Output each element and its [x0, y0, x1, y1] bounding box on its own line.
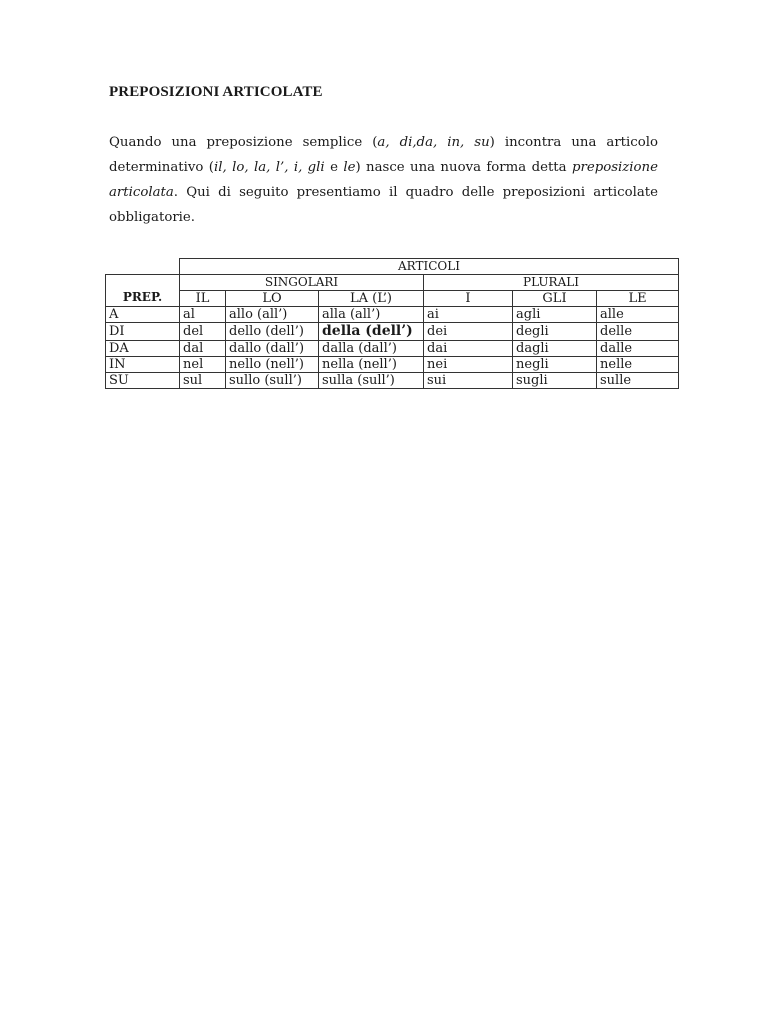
table-cell: nel [180, 357, 226, 373]
table-cell: agli [513, 307, 597, 323]
prep-cell: DI [106, 323, 180, 341]
plurali-header: PLURALI [424, 275, 679, 291]
table-cell: al [180, 307, 226, 323]
table-cell: degli [513, 323, 597, 341]
table-cell: sulla (sull’) [319, 373, 424, 389]
table-cell: alle [597, 307, 679, 323]
table-row [106, 341, 679, 357]
paragraph-text: ) nasce una nuova forma detta [355, 160, 572, 175]
prep-cell: A [106, 307, 180, 323]
table-cell: negli [513, 357, 597, 373]
column-header: I [424, 291, 513, 307]
table-cell: della (dell’) [319, 323, 424, 341]
table-cell: allo (all’) [226, 307, 319, 323]
column-header: IL [180, 291, 226, 307]
table-cell: dei [424, 323, 513, 341]
column-header: LA (L’) [319, 291, 424, 307]
prepositions-table-wrapper [105, 258, 679, 389]
table-cell: sul [180, 373, 226, 389]
table-cell: sugli [513, 373, 597, 389]
column-header: GLI [513, 291, 597, 307]
paragraph-italic: le [343, 160, 356, 175]
column-header: LO [226, 291, 319, 307]
table-row [106, 307, 679, 323]
paragraph-text: Quando una preposizione semplice ( [109, 135, 378, 150]
table-cell: dal [180, 341, 226, 357]
paragraph-text: . Qui di seguito presentiamo il quadro delle preposizioni articolate obbligatorie. [109, 185, 658, 225]
table-cell: dagli [513, 341, 597, 357]
prep-cell: SU [106, 373, 180, 389]
table-cell: alla (all’) [319, 307, 424, 323]
prep-cell: DA [106, 341, 180, 357]
paragraph-italic: il, lo, la, l’, i, gli [213, 160, 325, 175]
paragraph-text: e [324, 160, 344, 175]
paragraph-italic: preposizione articolata [109, 160, 658, 200]
table-cell: delle [597, 323, 679, 341]
table-cell: dai [424, 341, 513, 357]
table-cell: dalle [597, 341, 679, 357]
table-cell: sulle [597, 373, 679, 389]
singolari-header: SINGOLARI [180, 275, 424, 291]
table-cell: nei [424, 357, 513, 373]
table-cell: ai [424, 307, 513, 323]
prep-header: PREP. [106, 275, 180, 307]
column-header: LE [597, 291, 679, 307]
intro-paragraph [109, 130, 658, 230]
table-cell: dallo (dall’) [226, 341, 319, 357]
table-cell: nelle [597, 357, 679, 373]
table-cell: sullo (sull’) [226, 373, 319, 389]
table-cell: nello (nell’) [226, 357, 319, 373]
table-row [106, 323, 679, 341]
prepositions-table [105, 258, 679, 389]
table-cell: sui [424, 373, 513, 389]
table-cell: dalla (dall’) [319, 341, 424, 357]
table-cell: nella (nell’) [319, 357, 424, 373]
blank-corner-cell [106, 259, 180, 275]
table-cell: dello (dell’) [226, 323, 319, 341]
articoli-header: ARTICOLI [180, 259, 679, 275]
table-row [106, 373, 679, 389]
table-cell: del [180, 323, 226, 341]
prep-cell: IN [106, 357, 180, 373]
document-title: PREPOSIZIONI ARTICOLATE [109, 84, 323, 100]
table-row [106, 357, 679, 373]
paragraph-italic: a, di,da, in, su [377, 135, 490, 150]
paragraph-text: ) incontra una articolo determinativo ( [109, 135, 658, 175]
